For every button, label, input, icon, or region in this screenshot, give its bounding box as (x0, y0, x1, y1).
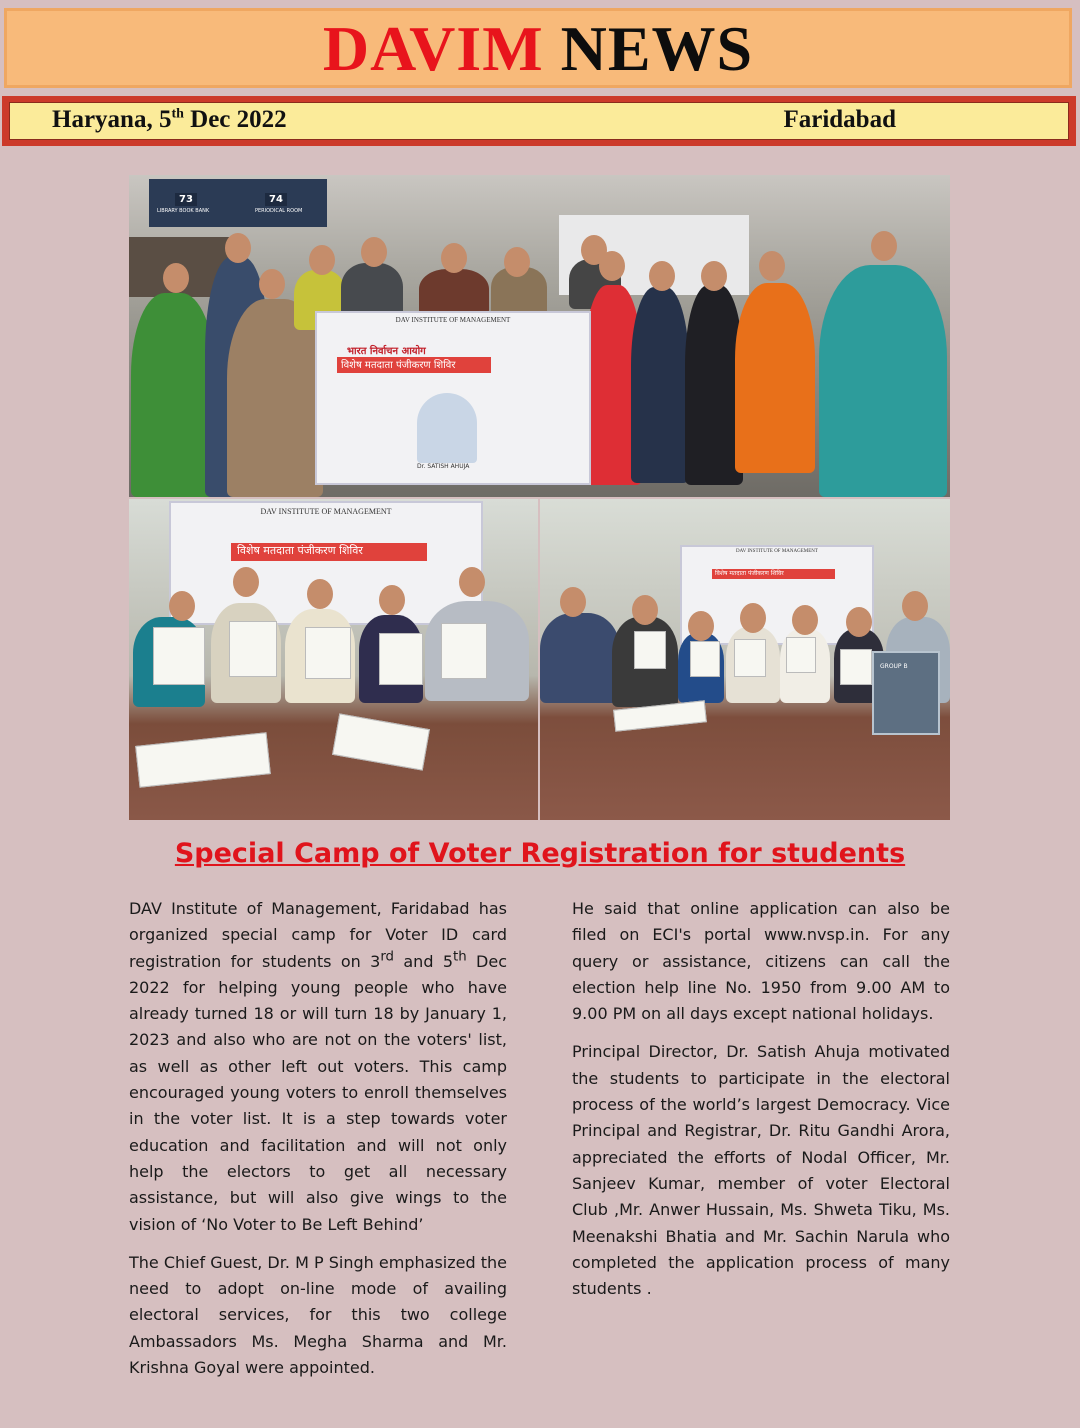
article-text: and 5 (394, 951, 454, 971)
masthead (4, 8, 1072, 88)
head (309, 245, 335, 275)
head (233, 567, 259, 597)
head (649, 261, 675, 291)
banner-org-2: DAV INSTITUTE OF MANAGEMENT (260, 507, 392, 516)
head (504, 247, 530, 277)
form-sheet (135, 732, 271, 788)
person (735, 283, 815, 473)
banner-illustration (417, 393, 477, 463)
door-label-right: PERIODICAL ROOM (255, 208, 303, 214)
head (361, 237, 387, 267)
banner-org: DAV INSTITUTE OF MANAGEMENT (395, 316, 511, 324)
article-paragraph: He said that online application can also be filed on ECI's portal www.nvsp.in. For any query or assistance, citizens can call the election help line No. 1950 from 9.00 AM to 9.00 PM on all days except national holidays. (572, 899, 950, 1024)
form-sheet (229, 621, 277, 677)
banner-org-3: DAV INSTITUTE OF MANAGEMENT (736, 549, 818, 554)
form-sheet (305, 627, 351, 679)
form-sheet (786, 637, 816, 673)
dateline-date (52, 106, 287, 134)
head (169, 591, 195, 621)
form-sheet (840, 649, 872, 685)
head (599, 251, 625, 281)
head (560, 587, 586, 617)
head (701, 261, 727, 291)
head (792, 605, 818, 635)
form-sheet (379, 633, 423, 685)
head (441, 243, 467, 273)
head (307, 579, 333, 609)
banner-subheading: विशेष मतदाता पंजीकरण शिविर (337, 357, 491, 373)
head (688, 611, 714, 641)
head (632, 595, 658, 625)
banner-heading: भारत निर्वाचन आयोग (347, 346, 426, 357)
banner-director: Dr. SATISH AHUJA (417, 463, 470, 470)
door-label-left: LIBRARY BOOK BANK (157, 208, 210, 214)
banner-subheading-2: विशेष मतदाता पंजीकरण शिविर (231, 543, 427, 561)
person (819, 265, 947, 497)
room-number-73: 73 (175, 193, 197, 206)
article-column-left (129, 896, 507, 1393)
head (259, 269, 285, 299)
camp-banner (315, 311, 591, 485)
person (631, 287, 689, 483)
article-text: Dec 2022 for helping young people who have already turned 18 or will turn 18 by January 1, 2023 and also who are not on the voters' list, as well as other left out voters. This camp encouraged young voters to enroll themselves in the voter list. It is a step towards voter education and facilitation and will not only help the electors to get all necessary assistance, but will also give wings to the vision of ‘No Voter to Be Left Behind’ (129, 951, 508, 1234)
article-column-right (572, 896, 950, 1314)
head (225, 233, 251, 263)
head (846, 607, 872, 637)
person (131, 293, 215, 497)
head (902, 591, 928, 621)
room-number-74: 74 (265, 193, 287, 206)
dateline-day-suffix: th (171, 106, 184, 122)
article-headline: Special Camp of Voter Registration for students (174, 838, 906, 869)
article-paragraph: The Chief Guest, Dr. M P Singh emphasized the need to adopt on-line mode of availing electoral services, for this two college Ambassadors Ms. Megha Sharma and Mr. Krishna Goyal were appointed. (129, 1252, 507, 1378)
form-sheet (332, 713, 430, 770)
ordinal-suffix: th (453, 949, 467, 965)
article-paragraph (129, 896, 507, 1238)
form-sheet (441, 623, 487, 679)
students-photo-left (129, 499, 538, 820)
head (759, 251, 785, 281)
dateline-city: Faridabad (783, 106, 896, 133)
ballot-box (872, 651, 940, 735)
head (379, 585, 405, 615)
head (459, 567, 485, 597)
head (871, 231, 897, 261)
banner-subheading-3: विशेष मतदाता पंजीकरण शिविर (712, 569, 835, 579)
person (540, 613, 620, 703)
dateline-place: Haryana, 5 (52, 106, 172, 133)
group-photo (129, 175, 950, 497)
dateline-bar (2, 96, 1076, 146)
form-sheet (690, 641, 720, 677)
dateline-month-year: Dec 2022 (183, 106, 287, 133)
head (163, 263, 189, 293)
article-text: DAV Institute of Management, Faridabad has organized special camp for Voter ID card registration for students on 3 (129, 899, 507, 971)
students-photo-right (540, 499, 950, 820)
form-sheet (634, 631, 666, 669)
head (740, 603, 766, 633)
title-news: NEWS (560, 13, 754, 84)
dateline (9, 102, 1069, 140)
ballot-box-label: GROUP B (880, 663, 908, 670)
newsletter-title (7, 11, 1069, 87)
ordinal-suffix: rd (380, 949, 395, 965)
form-sheet (153, 627, 205, 685)
form-sheet (734, 639, 766, 677)
photo-collage (129, 175, 950, 820)
article-paragraph: Principal Director, Dr. Satish Ahuja motivated the students to participate in the electoral process of the world’s largest Democracy. Vice Principal and Registrar, Dr. Ritu Gandhi Arora, appreciated the efforts of Nodal Officer, Mr. Sanjeev Kumar, member of voter Electoral Club ,Mr. Anwer Hussain, Ms. Shweta Tiku, Ms. Meenakshi Bhatia and Mr. Sachin Narula who completed the application process of many students . (572, 1042, 950, 1299)
title-davim: DAVIM (322, 13, 544, 84)
